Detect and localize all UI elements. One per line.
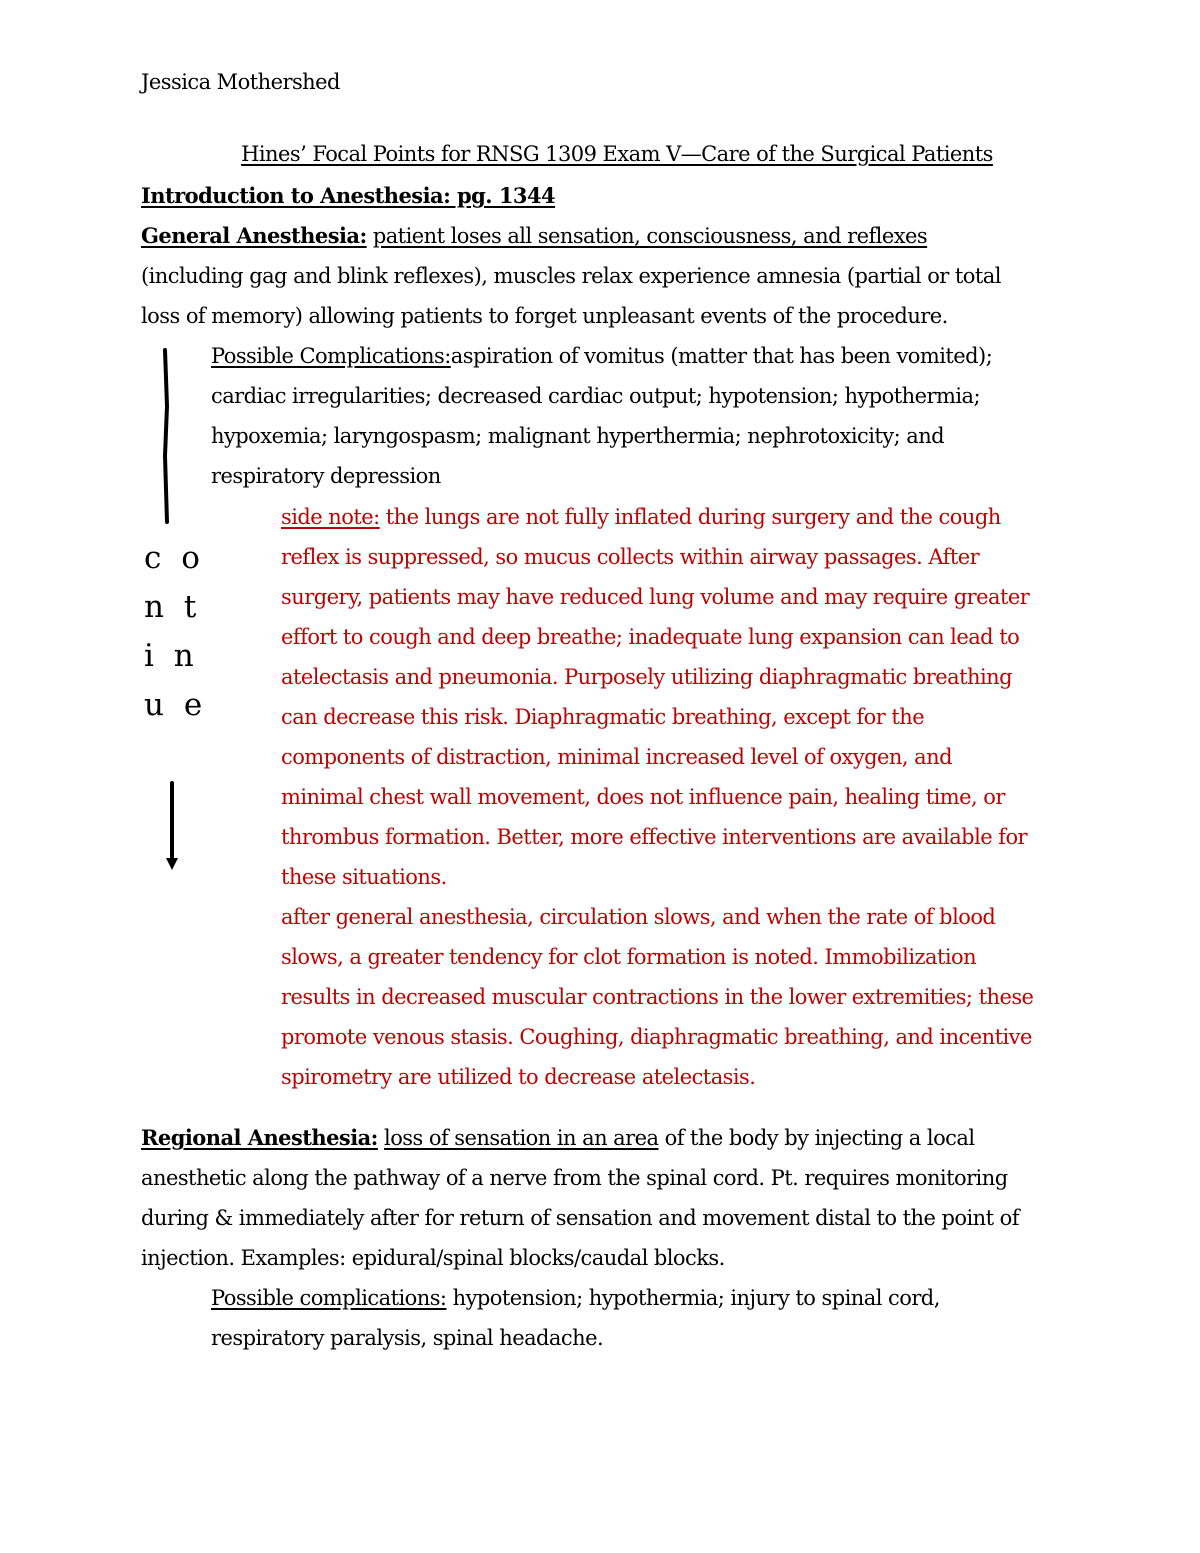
side-note-line: after general anesthesia, circulation slows, and when the rate of blood bbox=[281, 905, 996, 929]
side-note bbox=[281, 497, 1033, 1097]
document-title: Hines’ Focal Points for RNSG 1309 Exam V—Care of the Surgical Patients bbox=[241, 142, 993, 166]
ga-complications-line-3: hypoxemia; laryngospasm; malignant hyperthermia; nephrotoxicity; and bbox=[211, 424, 945, 448]
side-note-line: reflex is suppressed, so mucus collects within airway passages. After bbox=[281, 545, 980, 569]
side-note-line: these situations. bbox=[281, 865, 447, 889]
side-note-line-1 bbox=[281, 497, 1033, 537]
ra-complications-text-1: hypotension; hypothermia; injury to spinal cord, bbox=[446, 1286, 940, 1310]
general-anesthesia-line-3: loss of memory) allowing patients to forget unpleasant events of the procedure. bbox=[141, 304, 948, 328]
ga-complications-line-2: cardiac irregularities; decreased cardiac output; hypotension; hypothermia; bbox=[211, 384, 981, 408]
side-note-line: can decrease this risk. Diaphragmatic breathing, except for the bbox=[281, 705, 925, 729]
continue-marker bbox=[144, 534, 207, 730]
down-arrow-icon bbox=[160, 780, 184, 875]
regional-anesthesia-definition: loss of sensation in an area bbox=[384, 1126, 659, 1150]
continue-marker-part: n t bbox=[144, 589, 202, 625]
side-note-line: minimal chest wall movement, does not influence pain, healing time, or bbox=[281, 785, 1005, 809]
side-note-label: side note: bbox=[281, 505, 380, 529]
side-note-text-1: the lungs are not fully inflated during surgery and the cough bbox=[385, 505, 1001, 529]
ga-complications-line-4: respiratory depression bbox=[211, 464, 441, 488]
ga-complications-text-1: aspiration of vomitus (matter that has been vomited); bbox=[450, 344, 993, 368]
author-name: Jessica Mothershed bbox=[141, 70, 340, 94]
general-anesthesia-line-1 bbox=[141, 216, 1001, 256]
regional-anesthesia-line: injection. Examples: epidural/spinal blocks/caudal blocks. bbox=[141, 1246, 725, 1270]
side-note-line: slows, a greater tendency for clot formation is noted. Immobilization bbox=[281, 945, 977, 969]
regional-anesthesia-line: during & immediately after for return of sensation and movement distal to the point of bbox=[141, 1206, 1019, 1230]
regional-anesthesia-line-1 bbox=[141, 1118, 1019, 1158]
regional-anesthesia-section bbox=[141, 1118, 1019, 1278]
regional-anesthesia-heading: Regional Anesthesia: bbox=[141, 1125, 378, 1150]
regional-anesthesia-line: anesthetic along the pathway of a nerve from the spinal cord. Pt. requires monitoring bbox=[141, 1166, 1008, 1190]
side-note-line: surgery, patients may have reduced lung volume and may require greater bbox=[281, 585, 1030, 609]
continue-marker-part: c o bbox=[144, 540, 205, 576]
continue-marker-part: i n bbox=[144, 638, 199, 674]
ra-complications-line-2: respiratory paralysis, spinal headache. bbox=[211, 1326, 604, 1350]
side-note-line: atelectasis and pneumonia. Purposely utilizing diaphragmatic breathing bbox=[281, 665, 1012, 689]
ga-complications-label: Possible Complications: bbox=[211, 344, 451, 368]
general-anesthesia-complications bbox=[211, 336, 992, 496]
intro-section bbox=[141, 176, 555, 216]
general-anesthesia-definition: patient loses all sensation, consciousness, and reflexes bbox=[372, 224, 928, 248]
side-note-line: components of distraction, minimal increased level of oxygen, and bbox=[281, 745, 952, 769]
intro-heading: Introduction to Anesthesia: pg. 1344 bbox=[141, 183, 556, 208]
ga-complications-line-1 bbox=[211, 336, 992, 376]
side-note-line: effort to cough and deep breathe; inadequate lung expansion can lead to bbox=[281, 625, 1020, 649]
ra-complications-label: Possible complications: bbox=[211, 1286, 447, 1310]
general-anesthesia-heading: General Anesthesia: bbox=[141, 223, 367, 248]
general-anesthesia-section bbox=[141, 216, 1001, 336]
regional-anesthesia-text-1: of the body by injecting a local bbox=[658, 1126, 975, 1150]
regional-anesthesia-complications bbox=[211, 1278, 940, 1358]
side-note-line: promote venous stasis. Coughing, diaphragmatic breathing, and incentive bbox=[281, 1025, 1032, 1049]
continue-line-icon bbox=[156, 346, 176, 526]
ra-complications-line-1 bbox=[211, 1278, 940, 1318]
general-anesthesia-line-2: (including gag and blink reflexes), muscles relax experience amnesia (partial or total bbox=[141, 264, 1001, 288]
continue-marker-part: u e bbox=[144, 687, 208, 723]
side-note-line: thrombus formation. Better, more effective interventions are available for bbox=[281, 825, 1028, 849]
side-note-line: results in decreased muscular contractions in the lower extremities; these bbox=[281, 985, 1034, 1009]
side-note-line: spirometry are utilized to decrease atelectasis. bbox=[281, 1065, 756, 1089]
